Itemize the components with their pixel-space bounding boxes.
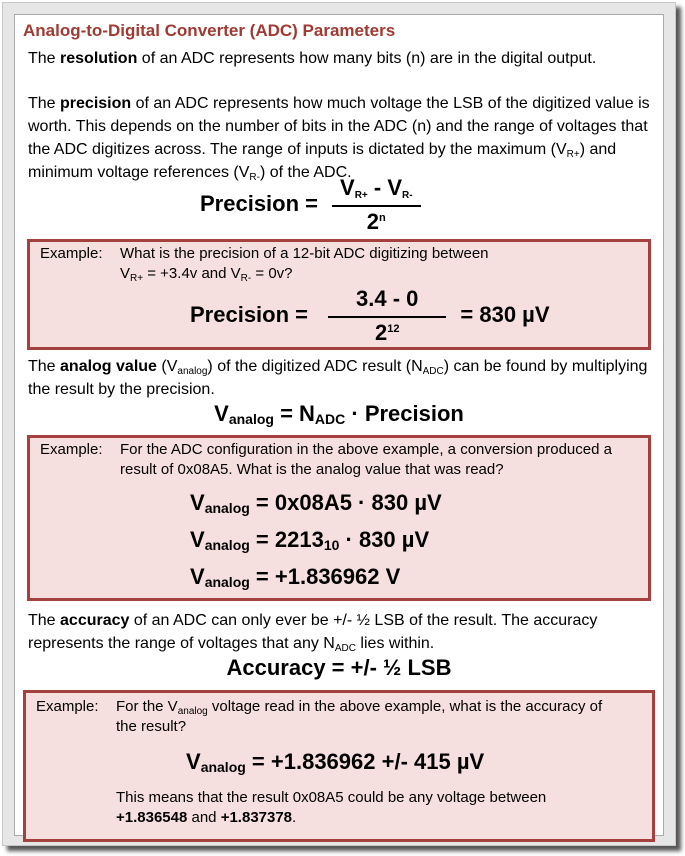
- analog-step-2: [190, 527, 429, 553]
- formula-part: = 2213: [249, 527, 324, 552]
- term-precision: precision: [60, 95, 132, 112]
- formula-part: = N: [273, 401, 315, 426]
- accuracy-formula: Accuracy = +/- ½ LSB: [226, 655, 452, 680]
- formula-part: (V: [156, 358, 178, 375]
- example-box-accuracy: [23, 690, 655, 842]
- formula-part: 12: [387, 323, 400, 335]
- example-label: Example:: [36, 698, 99, 715]
- formula-part: V: [340, 175, 355, 200]
- formula-part: analog: [204, 574, 250, 590]
- accuracy-result: [186, 749, 484, 775]
- example-question: For the ADC configuration in the above example, a conversion produced a result of 0x08A5. What is the analog value that was read?: [120, 441, 612, 478]
- analog-formula: [15, 401, 663, 427]
- formula-part: V: [190, 490, 205, 515]
- page-title: Analog-to-Digital Converter (ADC) Parameters: [23, 21, 396, 40]
- content-panel: [14, 14, 664, 836]
- formula-part: ADC: [422, 366, 444, 377]
- formula-part: voltage read in the above example, what is the accuracy of the result?: [116, 698, 603, 735]
- subscript: R+: [566, 149, 580, 160]
- formula-part: = +3.4v and V: [143, 265, 241, 282]
- analog-step-3: [190, 564, 400, 590]
- formula-part: analog: [177, 366, 208, 377]
- formula-part: analog: [177, 706, 208, 717]
- formula-part: ADC: [334, 643, 356, 654]
- formula-part: lies within.: [355, 635, 435, 652]
- fraction: [332, 175, 421, 235]
- example-label: Example:: [40, 245, 103, 262]
- formula-part: 3.4 - 0: [328, 286, 446, 318]
- formula-part: = 0x08A5 · 830 µV: [249, 490, 442, 515]
- formula-part: 2: [366, 209, 380, 234]
- formula-part: analog: [228, 411, 274, 427]
- formula-part: V: [190, 527, 205, 552]
- formula-part: = +1.836962 +/- 415 µV: [245, 749, 485, 774]
- formula-part: Precision =: [190, 301, 309, 327]
- formula-part: What is the precision of a 12-bit ADC digitizing between: [120, 245, 489, 262]
- slide-frame: [2, 2, 676, 846]
- term-resolution: resolution: [60, 50, 138, 67]
- denominator: [367, 207, 386, 235]
- formula-part: +1.837378: [220, 809, 293, 826]
- term-accuracy: accuracy: [60, 612, 130, 629]
- example-question: [120, 244, 489, 284]
- formula-part: +1.836548: [116, 809, 188, 826]
- formula-part: V: [214, 401, 229, 426]
- formula-part: .: [292, 809, 297, 826]
- formula-part: and: [187, 809, 221, 826]
- example-label: Example:: [40, 441, 103, 458]
- formula-part: ADC: [314, 411, 346, 427]
- formula-part: - V: [367, 175, 402, 200]
- text: The: [28, 50, 61, 67]
- analog-step-1: [190, 490, 442, 516]
- formula-part: 10: [323, 537, 340, 553]
- formula-part: analog: [204, 500, 250, 516]
- example-box-analog: [27, 435, 651, 601]
- formula-part: = +1.836962 V: [249, 564, 401, 589]
- text: ) and minimum voltage references (V: [28, 141, 617, 181]
- subscript: R-: [249, 172, 260, 183]
- formula-part: ) can be found by multiplying the result by the precision.: [28, 358, 648, 398]
- text: of an ADC represents how much voltage the LSB of the digitized value is worth. This depends on the number of bits in the ADC (n) and the range of voltages that the ADC digitizes across. The range of inputs is dictated by the maximum (V: [28, 95, 650, 158]
- formula-lhs: Precision =: [200, 190, 319, 216]
- formula-part: analog: [204, 537, 250, 553]
- accuracy-paragraph: [28, 609, 658, 655]
- precision-formula: [200, 175, 435, 235]
- text: ) of the ADC.: [259, 164, 352, 181]
- example-precision-formula: [190, 286, 550, 346]
- formula-part: = 0v?: [251, 265, 293, 282]
- precision-paragraph: [28, 92, 658, 184]
- formula-part: R-: [240, 273, 252, 284]
- resolution-paragraph: [28, 47, 658, 70]
- formula-part: For the V: [116, 698, 178, 715]
- formula-part: R+: [354, 190, 368, 201]
- formula-part: ) of the digitized ADC result (N: [207, 358, 423, 375]
- formula-part: The: [28, 358, 61, 375]
- formula-part: · 830 µV: [339, 527, 430, 552]
- formula-part: V: [120, 265, 131, 282]
- formula-part: V: [190, 564, 205, 589]
- formula-part: analog: [200, 759, 246, 775]
- formula-part: R+: [130, 273, 144, 284]
- formula-part: The: [28, 612, 61, 629]
- accuracy-explanation: [116, 788, 556, 828]
- formula-part: · Precision: [345, 401, 464, 426]
- text: of an ADC represents how many bits (n) are in the digital output.: [137, 50, 597, 67]
- example-question: [116, 697, 616, 737]
- analog-value-paragraph: [28, 355, 658, 401]
- text: The: [28, 95, 61, 112]
- formula-part: This means that the result 0x08A5 could be any voltage between: [116, 789, 547, 806]
- result: = 830 µV: [460, 301, 550, 327]
- formula-part: of an ADC can only ever be +/- ½ LSB of the result. The accuracy represents the range of voltages that any N: [28, 612, 598, 652]
- formula-part: 2: [374, 320, 388, 345]
- formula-part: n: [379, 212, 386, 224]
- example-box-precision: [27, 239, 651, 350]
- numerator: [332, 175, 421, 207]
- term-analog-value: analog value: [60, 358, 157, 375]
- formula-part: V: [186, 749, 201, 774]
- formula-part: R-: [402, 190, 413, 201]
